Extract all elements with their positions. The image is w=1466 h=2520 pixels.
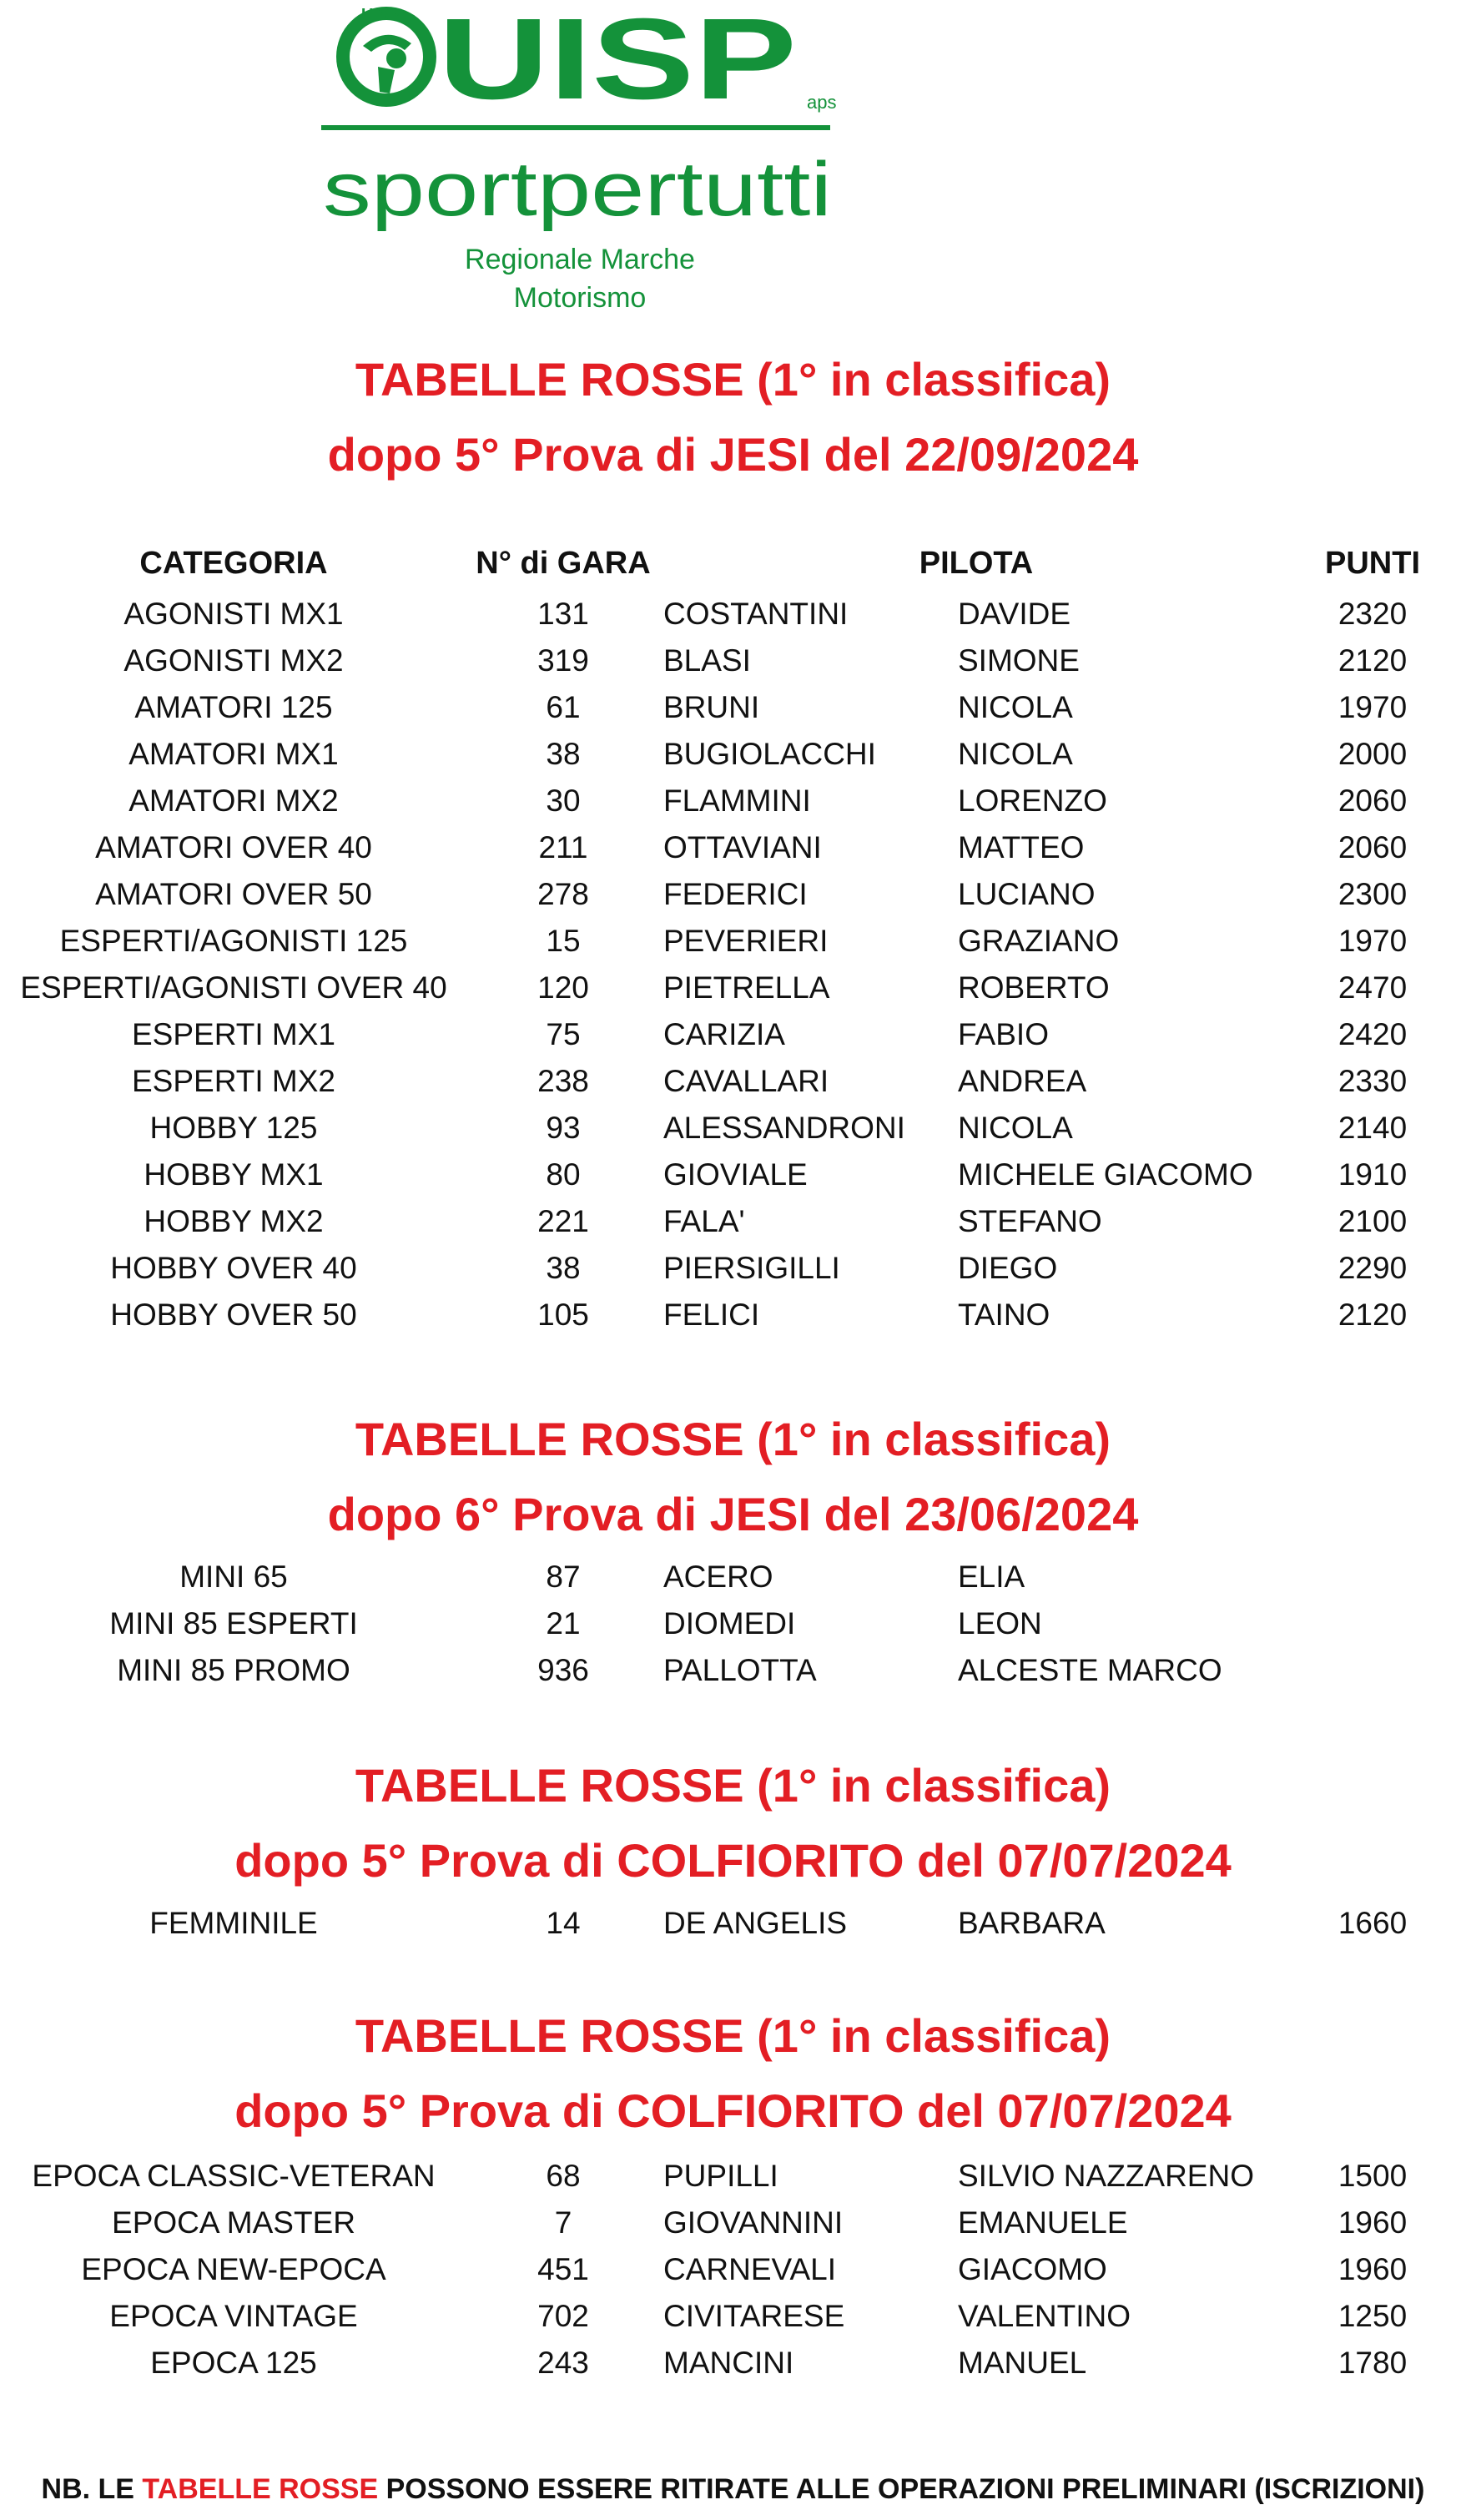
rider-name-cell: NICOLA [958,690,1073,724]
points-cell: 1970 [1338,924,1408,958]
rider-name-cell: MANUEL [958,2346,1087,2380]
category-cell: HOBBY MX2 [144,1204,324,1238]
rider-name-cell: SIMONE [958,643,1080,678]
footer-suffix: POSSONO ESSERE RITIRATE ALLE OPERAZIONI PRELIMINARI (ISCRIZIONI) [378,2473,1425,2505]
points-cell: 2100 [1338,1204,1408,1238]
table-row [0,1105,1466,1152]
rider-surname-cell: GIOVIALE [663,1157,808,1192]
rider-surname-cell: OTTAVIANI [663,830,822,864]
table-row [0,731,1466,778]
rider-name-cell: ALCESTE MARCO [958,1653,1222,1687]
rider-surname-cell: BLASI [663,643,751,678]
rider-name-cell: BARBARA [958,1906,1106,1940]
category-cell: EPOCA VINTAGE [109,2299,358,2333]
points-cell: 1780 [1338,2346,1408,2380]
footer-highlight: TABELLE ROSSE [142,2473,379,2505]
table-row [0,1292,1466,1338]
rider-surname-cell: PIERSIGILLI [663,1251,840,1285]
category-cell: HOBBY OVER 50 [110,1298,357,1332]
points-cell: 1960 [1338,2252,1408,2286]
table-row [0,824,1466,871]
points-cell: 1500 [1338,2159,1408,2193]
race-number-cell: 451 [537,2252,589,2286]
section-2-title-line1: TABELLE ROSSE (1° in classifica) [355,1413,1111,1465]
category-cell: AMATORI OVER 40 [95,830,372,864]
uisp-logo-graphic [313,0,864,317]
race-number-cell: 21 [546,1606,581,1641]
section-4-title-line1: TABELLE ROSSE (1° in classifica) [355,2009,1111,2062]
category-cell: EPOCA CLASSIC-VETERAN [32,2159,436,2193]
emblem-badge-text: UISP [361,6,401,24]
rider-surname-cell: PEVERIERI [663,924,829,958]
rider-surname-cell: CARIZIA [663,1017,785,1051]
category-cell: MINI 85 ESPERTI [109,1606,358,1641]
table-row [0,965,1466,1011]
rider-name-cell: VALENTINO [958,2299,1131,2333]
category-cell: EPOCA 125 [150,2346,317,2380]
points-cell: 2120 [1338,643,1408,678]
header-categoria: CATEGORIA [139,546,328,581]
header-pilota: PILOTA [919,546,1034,581]
rider-name-cell: ANDREA [958,1064,1087,1098]
rider-surname-cell: CAVALLARI [663,1064,829,1098]
rider-surname-cell: FLAMMINI [663,784,811,818]
division-text: Motorismo [513,282,647,314]
race-number-cell: 221 [537,1204,589,1238]
table-row [0,1152,1466,1198]
footer-note [0,2468,1466,2510]
category-cell: AMATORI MX2 [128,784,339,818]
section-3-title-line1: TABELLE ROSSE (1° in classifica) [355,1759,1111,1812]
category-cell: MINI 85 PROMO [117,1653,350,1687]
race-number-cell: 75 [546,1017,581,1051]
rider-name-cell: LUCIANO [958,877,1096,911]
rider-name-cell: MICHELE GIACOMO [958,1157,1253,1192]
category-cell: FEMMINILE [149,1906,318,1940]
section-4-title-line2: dopo 5° Prova di COLFIORITO del 07/07/2024 [234,2084,1232,2137]
table-row [0,1600,1466,1647]
rider-surname-cell: MANCINI [663,2346,794,2380]
table-row [0,2293,1466,2340]
table-row [0,1245,1466,1292]
points-cell: 2290 [1338,1251,1408,1285]
category-cell: ESPERTI MX1 [131,1017,335,1051]
aps-label: aps [807,92,837,113]
rider-surname-cell: FEDERICI [663,877,808,911]
points-cell: 1250 [1338,2299,1408,2333]
category-cell: AGONISTI MX1 [123,597,344,631]
rider-surname-cell: FELICI [663,1298,760,1332]
points-cell: 2060 [1338,784,1408,818]
points-cell: 2330 [1338,1064,1408,1098]
race-number-cell: 68 [546,2159,581,2193]
race-number-cell: 702 [537,2299,589,2333]
table-row [0,1554,1466,1600]
rider-name-cell: GIACOMO [958,2252,1107,2286]
table-row [0,2200,1466,2246]
points-cell: 2300 [1338,877,1408,911]
rider-surname-cell: DIOMEDI [663,1606,796,1641]
race-number-cell: 936 [537,1653,589,1687]
race-number-cell: 61 [546,690,581,724]
rider-surname-cell: CARNEVALI [663,2252,836,2286]
rider-surname-cell: CIVITARESE [663,2299,845,2333]
slogan-text: sportpertutti [323,147,832,232]
rider-surname-cell: GIOVANNINI [663,2205,844,2240]
points-cell: 2420 [1338,1017,1408,1051]
section-1-title-line2: dopo 5° Prova di JESI del 22/09/2024 [327,428,1139,481]
rider-name-cell: ELIA [958,1560,1025,1594]
rider-name-cell: LEON [958,1606,1042,1641]
category-cell: MINI 65 [179,1560,288,1594]
rider-name-cell: DAVIDE [958,597,1071,631]
category-cell: HOBBY MX1 [144,1157,324,1192]
points-cell: 1970 [1338,690,1408,724]
rider-name-cell: DIEGO [958,1251,1058,1285]
rider-name-cell: SILVIO NAZZARENO [958,2159,1254,2193]
rider-name-cell: ROBERTO [958,970,1110,1005]
category-cell: HOBBY OVER 40 [110,1251,357,1285]
uisp-logo [313,0,864,317]
header-punti: PUNTI [1325,546,1420,581]
category-cell: ESPERTI/AGONISTI 125 [59,924,408,958]
category-cell: AMATORI OVER 50 [95,877,372,911]
category-cell: HOBBY 125 [149,1111,318,1145]
category-cell: AMATORI MX1 [128,737,339,771]
rider-name-cell: EMANUELE [958,2205,1128,2240]
rider-surname-cell: ALESSANDRONI [663,1111,905,1145]
category-cell: AMATORI 125 [134,690,333,724]
race-number-cell: 30 [546,784,581,818]
rider-surname-cell: ACERO [663,1560,773,1594]
table-row [0,2153,1466,2200]
table-row [0,1647,1466,1694]
footer-prefix: NB. LE [41,2473,143,2505]
race-number-cell: 93 [546,1111,581,1145]
points-cell: 1910 [1338,1157,1408,1192]
points-cell: 1660 [1338,1906,1408,1940]
race-number-cell: 131 [537,597,589,631]
table-row [0,1198,1466,1245]
race-number-cell: 243 [537,2346,589,2380]
table-row [0,684,1466,731]
logo-underline [321,125,830,130]
table-row [0,2246,1466,2293]
emblem-figure-head [386,48,406,68]
points-cell: 2060 [1338,830,1408,864]
rider-surname-cell: FALA' [663,1204,745,1238]
race-number-cell: 278 [537,877,589,911]
category-cell: EPOCA NEW-EPOCA [81,2252,386,2286]
brand-wordmark: UISP [438,0,797,123]
rider-surname-cell: DE ANGELIS [663,1906,848,1940]
race-number-cell: 38 [546,1251,581,1285]
race-number-cell: 238 [537,1064,589,1098]
rider-surname-cell: PUPILLI [663,2159,778,2193]
race-number-cell: 80 [546,1157,581,1192]
section-2-title-line2: dopo 6° Prova di JESI del 23/06/2024 [327,1488,1139,1540]
category-cell: ESPERTI MX2 [131,1064,335,1098]
category-cell: EPOCA MASTER [112,2205,355,2240]
table-row [0,591,1466,638]
rider-name-cell: LORENZO [958,784,1107,818]
rider-surname-cell: BUGIOLACCHI [663,737,876,771]
points-cell: 2140 [1338,1111,1408,1145]
race-number-cell: 120 [537,970,589,1005]
rider-surname-cell: PIETRELLA [663,970,830,1005]
table-row [0,1058,1466,1105]
points-cell: 2470 [1338,970,1408,1005]
table-row [0,1900,1466,1947]
table-row [0,871,1466,918]
region-text: Regionale Marche [465,244,695,275]
race-number-cell: 87 [546,1560,581,1594]
points-cell: 1960 [1338,2205,1408,2240]
points-cell: 2320 [1338,597,1408,631]
table-row [0,638,1466,684]
race-number-cell: 38 [546,737,581,771]
race-number-cell: 211 [538,830,588,864]
rider-name-cell: STEFANO [958,1204,1102,1238]
table-row [0,918,1466,965]
category-cell: AGONISTI MX2 [123,643,344,678]
rider-name-cell: MATTEO [958,830,1085,864]
race-number-cell: 105 [537,1298,589,1332]
race-number-cell: 319 [537,643,589,678]
section-1-title-line1: TABELLE ROSSE (1° in classifica) [355,353,1111,406]
points-cell: 2120 [1338,1298,1408,1332]
table-row [0,1011,1466,1058]
header-numero-gara: N° di GARA [476,546,651,581]
table-row [0,778,1466,824]
rider-name-cell: GRAZIANO [958,924,1120,958]
race-number-cell: 15 [546,924,581,958]
race-number-cell: 7 [554,2205,572,2240]
rider-surname-cell: PALLOTTA [663,1653,817,1687]
category-cell: ESPERTI/AGONISTI OVER 40 [20,970,447,1005]
section-3-title-line2: dopo 5° Prova di COLFIORITO del 07/07/2024 [234,1834,1232,1887]
rider-name-cell: FABIO [958,1017,1049,1051]
rider-surname-cell: COSTANTINI [663,597,849,631]
rider-name-cell: NICOLA [958,1111,1073,1145]
rider-name-cell: TAINO [958,1298,1050,1332]
race-number-cell: 14 [546,1906,581,1940]
table-row [0,2340,1466,2386]
rider-name-cell: NICOLA [958,737,1073,771]
rider-surname-cell: BRUNI [663,690,760,724]
points-cell: 2000 [1338,737,1408,771]
